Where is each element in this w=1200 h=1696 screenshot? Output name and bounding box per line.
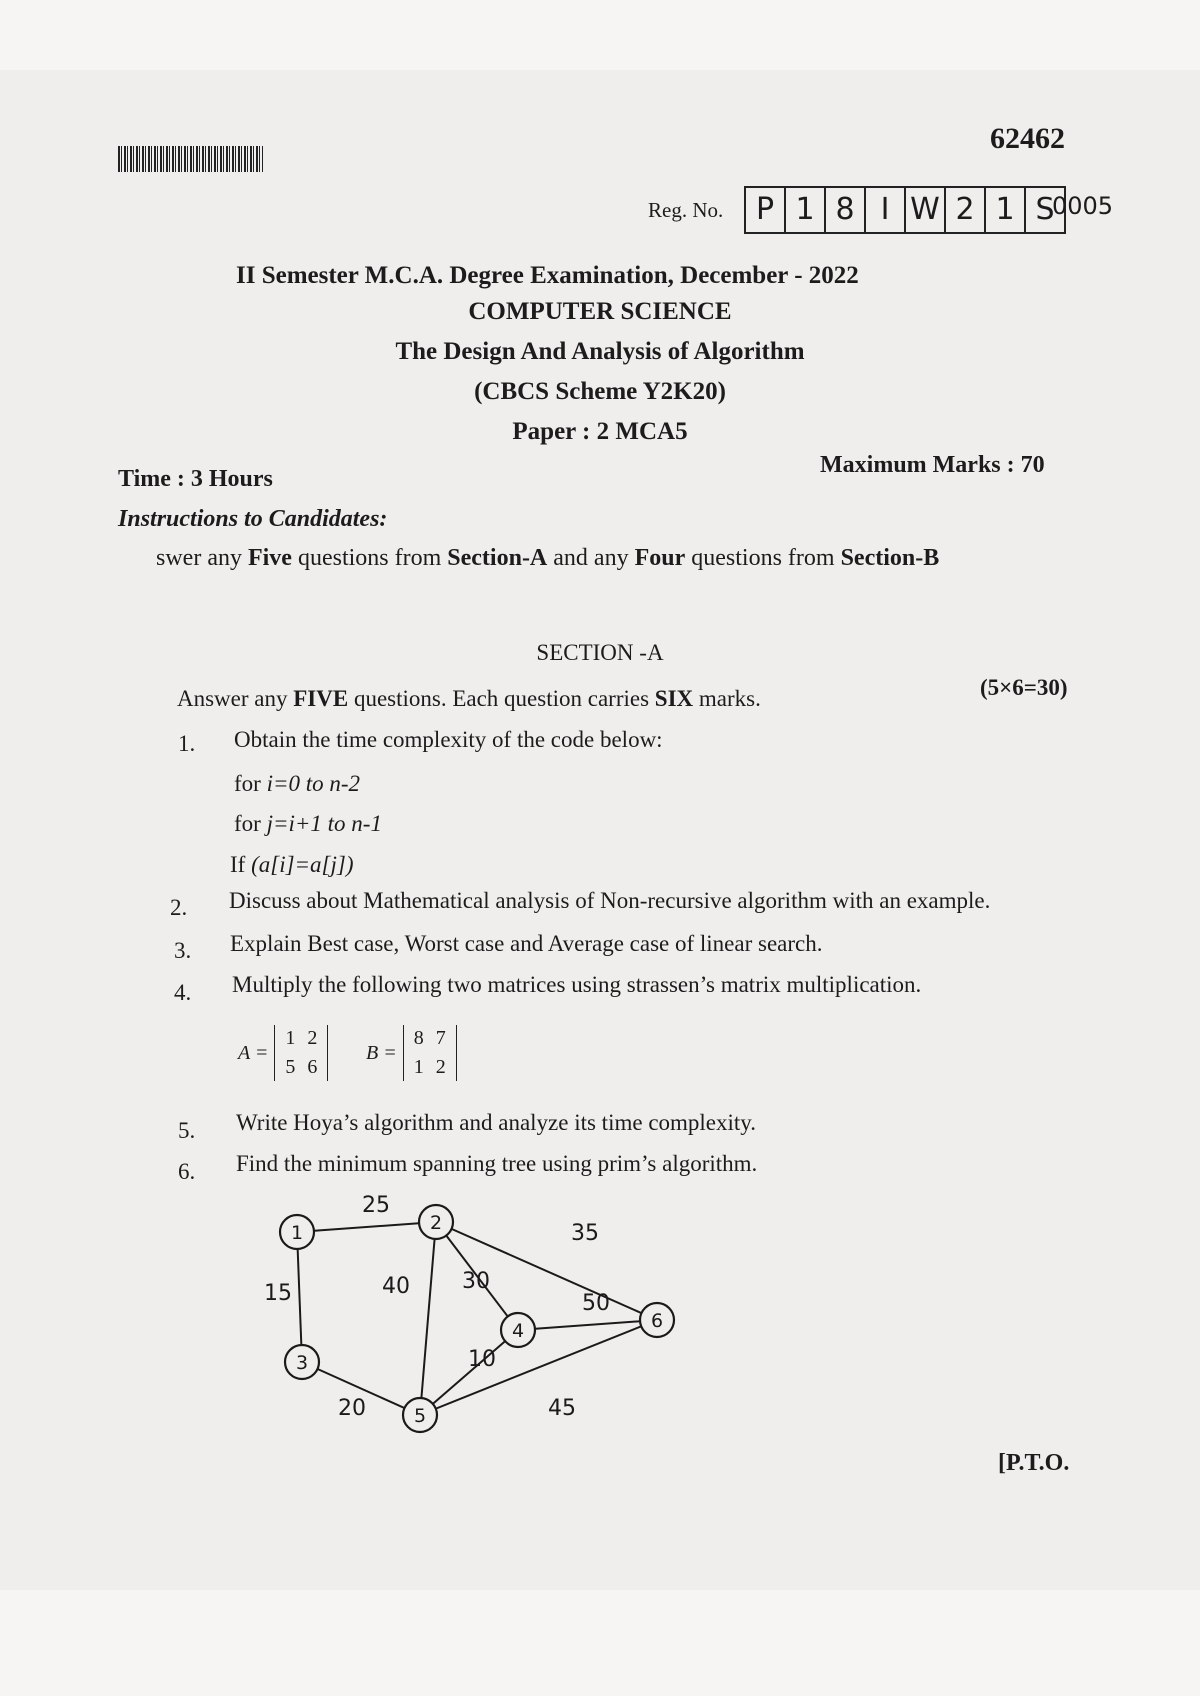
text: Section-B — [840, 545, 940, 571]
node-label: 1 — [290, 1222, 304, 1244]
text: (a[i]=a[j]) — [251, 852, 354, 877]
reg-char: S — [1035, 192, 1055, 227]
text: Five — [247, 545, 292, 571]
matrix-cell: 6 — [307, 1056, 318, 1078]
question-number: 4. — [174, 980, 192, 1005]
text: Section-A — [447, 545, 548, 571]
reg-char: 2 — [946, 188, 986, 232]
question-text: Multiply the following two matrices using strassen’s matrix multiplication. — [232, 972, 922, 997]
question-number: 5. — [178, 1118, 196, 1143]
matrix-cell: 2 — [307, 1027, 318, 1049]
edge-weight: 50 — [582, 1291, 610, 1316]
text: questions. Each question carries — [348, 686, 655, 711]
text: If — [230, 852, 252, 877]
edge-weight: 40 — [382, 1274, 410, 1299]
matrix-cell: 2 — [435, 1056, 446, 1078]
graph-edge — [297, 1232, 302, 1362]
graph-edge — [420, 1320, 657, 1415]
section-a-heading: SECTION -A — [536, 640, 664, 665]
subject: COMPUTER SCIENCE — [468, 298, 732, 325]
text: questions from — [685, 545, 841, 571]
matrix-cell: 1 — [285, 1027, 296, 1049]
section-a-marks: (5×6=30) — [980, 675, 1068, 700]
text: and any — [547, 545, 635, 571]
text: SIX — [654, 686, 694, 711]
node-label: 2 — [429, 1212, 443, 1234]
question-text: Find the minimum spanning tree using prim’s algorithm. — [236, 1151, 758, 1176]
question-text: Obtain the time complexity of the code below: — [234, 727, 663, 752]
matrix-cell: 8 — [413, 1027, 424, 1049]
graph-edge — [297, 1222, 436, 1232]
text: Four — [634, 545, 686, 571]
edge-weight: 10 — [468, 1347, 496, 1372]
question-number: 6. — [178, 1159, 196, 1184]
max-marks: Maximum Marks : 70 — [820, 452, 1045, 478]
matrix-cell: 7 — [435, 1027, 446, 1049]
text: for — [234, 811, 267, 836]
pto: [P.T.O. — [998, 1450, 1070, 1476]
node-label: 6 — [650, 1310, 664, 1332]
edge-weight: 45 — [548, 1396, 576, 1421]
paper-number: Paper : 2 MCA5 — [512, 418, 688, 445]
matrix-cell: 1 — [413, 1056, 424, 1078]
paper-code: 62462 — [990, 122, 1065, 155]
graph-edge — [420, 1330, 518, 1415]
node-label: 3 — [295, 1352, 309, 1374]
question-text: Discuss about Mathematical analysis of Non-recursive algorithm with an example. — [229, 888, 991, 913]
scheme: (CBCS Scheme Y2K20) — [474, 378, 726, 405]
reg-char: P — [746, 188, 786, 232]
course-title: The Design And Analysis of Algorithm — [395, 338, 805, 365]
instructions-label: Instructions to Candidates: — [118, 506, 388, 532]
question-text: Write Hoya’s algorithm and analyze its time complexity. — [236, 1110, 757, 1135]
edge-weight: 35 — [571, 1221, 599, 1246]
node-label: 5 — [413, 1405, 427, 1427]
question-number: 2. — [170, 895, 188, 920]
matrix-label: B = — [366, 1041, 397, 1064]
node-label: 4 — [511, 1320, 525, 1342]
question-text: Explain Best case, Worst case and Average case of linear search. — [230, 931, 823, 956]
text: marks. — [693, 686, 761, 711]
reg-label: Reg. No. — [648, 198, 724, 222]
text: for — [234, 771, 267, 796]
reg-char: I — [866, 188, 906, 232]
text: j=i+1 to n-1 — [266, 811, 382, 836]
text: i=0 to n-2 — [266, 771, 361, 796]
edge-weight: 20 — [338, 1396, 366, 1421]
text: Answer any — [177, 686, 294, 711]
text: FIVE — [293, 686, 349, 711]
question-number: 1. — [178, 731, 196, 756]
reg-char: 1 — [986, 188, 1026, 232]
text: swer any — [156, 545, 248, 571]
exam-title: II Semester M.C.A. Degree Examination, December - 2022 — [236, 262, 859, 289]
reg-char: W — [906, 188, 946, 232]
edge-weight: 30 — [462, 1269, 490, 1294]
question-number: 3. — [174, 938, 192, 963]
text: questions from — [291, 545, 448, 571]
edge-weight: 15 — [264, 1281, 292, 1306]
reg-suffix: 0005 — [1052, 192, 1114, 220]
reg-char: 1 — [786, 188, 826, 232]
matrix-cell: 5 — [285, 1056, 296, 1078]
matrix-label: A = — [238, 1041, 269, 1064]
edge-weight: 25 — [362, 1193, 390, 1218]
reg-char: 8 — [826, 188, 866, 232]
graph-edge — [420, 1222, 436, 1415]
time: Time : 3 Hours — [118, 466, 273, 492]
